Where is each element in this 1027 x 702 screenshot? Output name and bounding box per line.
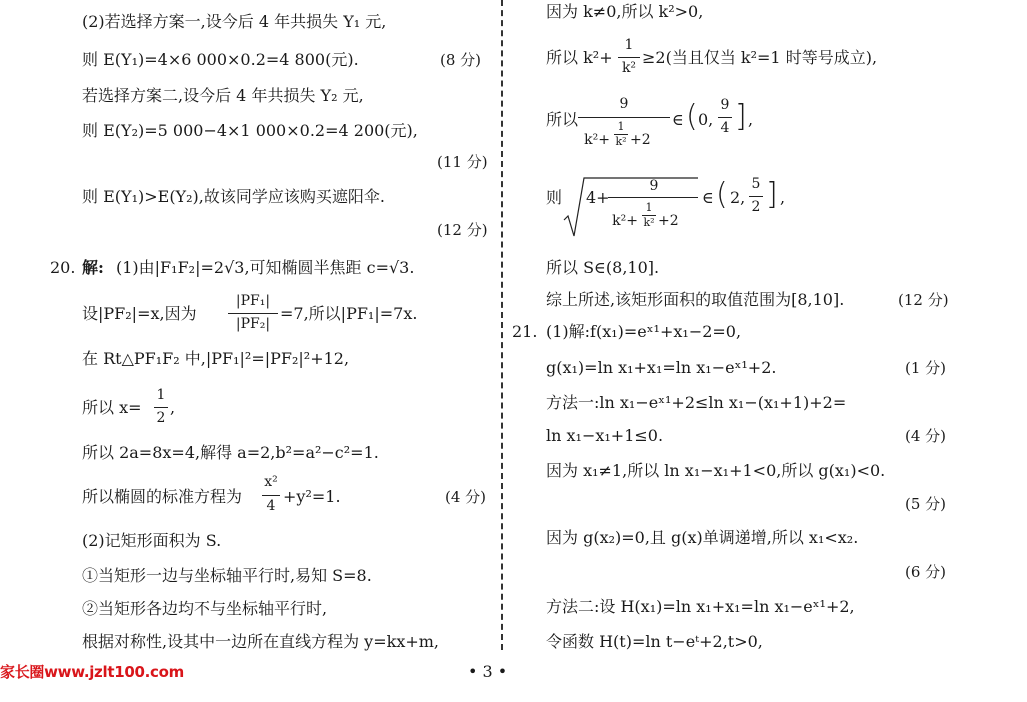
problem-20-line-2b: =7,所以|PF₁|=7x. [280,304,418,323]
right-bracket: ] [766,177,778,212]
problem-21-line-8: 令函数 H(t)=ln t−eᵗ+2,t>0, [546,632,763,651]
right-line-5: 所以 S∈(8,10]. [546,258,660,277]
score-11: (11 分) [437,153,488,171]
frac-bar [154,407,168,408]
left-paren: ( [686,99,698,134]
problem-20-line-6b: +y²=1. [283,487,341,506]
frac-bar [618,57,640,58]
left-line-2: 则 E(Y₁)=4×6 000×0.2=4 800(元). [82,50,359,69]
frac-4: 4 [720,120,730,136]
den-plus-2: +2 [658,213,679,229]
den-k2-plus: k²+ [584,132,610,148]
frac-bar [608,197,698,198]
score-4-left: (4 分) [445,488,487,506]
problem-20-line-2a: 设|PF₂|=x,因为 [82,304,197,323]
score-12-left: (12 分) [437,221,488,239]
frac-4: 4 [266,498,276,514]
frac-pf2: |PF₂| [235,316,271,332]
right-line-3a: 所以 [546,110,579,129]
page-number: • 3 • [468,662,508,681]
frac-k2: k² [621,60,637,76]
problem-21-line-4: ln x₁−x₁+1≤0. [546,426,664,445]
frac-9: 9 [649,178,659,194]
problem-20-line-8: ①当矩形一边与坐标轴平行时,易知 S=8. [82,566,372,585]
right-bracket: ] [735,99,747,134]
frac-1: 1 [624,37,634,53]
problem-20-line-10: 根据对称性,设其中一边所在直线方程为 y=kx+m, [82,632,440,651]
problem-20-number: 20. [50,258,76,277]
score-8: (8 分) [440,51,482,69]
problem-21-line-1: (1)解:f(x₁)=eˣ¹+x₁−2=0, [546,322,742,341]
problem-20-line-4b: , [170,398,176,417]
problem-21-line-6: 因为 g(x₂)=0,且 g(x)单调递增,所以 x₁<x₂. [546,528,859,547]
frac-9: 9 [720,97,730,113]
frac-x2: x² [264,474,278,490]
problem-21-line-5: 因为 x₁≠1,所以 ln x₁−x₁+1<0,所以 g(x₁)<0. [546,461,886,480]
column-divider [501,0,503,650]
frac-bar [718,117,732,118]
comma: , [748,110,754,129]
problem-20-line-7: (2)记矩形面积为 S. [82,531,222,550]
frac-5: 5 [751,176,761,192]
element-of: ∈ [672,110,684,129]
element-of: ∈ [702,188,714,207]
right-line-1: 因为 k≠0,所以 k²>0, [546,2,704,21]
comma: , [780,188,786,207]
score-6: (6 分) [905,563,947,581]
sqrt-four-plus: 4+ [586,188,610,207]
problem-20-line-9: ②当矩形各边均不与坐标轴平行时, [82,599,328,618]
den-plus-2: +2 [630,132,651,148]
small-1: 1 [617,120,625,133]
score-5: (5 分) [905,495,947,513]
right-line-2a: 所以 k²+ [546,48,613,67]
right-line-2b: ≥2(当且仅当 k²=1 时等号成立), [642,48,878,67]
right-line-6: 综上所述,该矩形面积的取值范围为[8,10]. [546,290,845,309]
score-1: (1 分) [905,359,947,377]
interval-2: 2, [730,188,746,207]
frac-half-den: 2 [156,410,166,426]
problem-20-line-1: (1)由|F₁F₂|=2√3,可知椭圆半焦距 c=√3. [116,258,415,277]
frac-bar [228,313,278,314]
frac-9: 9 [619,96,629,112]
problem-21-line-2: g(x₁)=ln x₁+x₁=ln x₁−eˣ¹+2. [546,358,777,377]
watermark-link[interactable]: 家长圈www.jzlt100.com [0,663,184,681]
frac-bar [578,117,670,118]
problem-20-line-5: 所以 2a=8x=4,解得 a=2,b²=a²−c²=1. [82,443,379,462]
den-k2-plus: k²+ [612,213,638,229]
frac-bar [262,495,280,496]
small-k2: k² [615,135,627,148]
left-line-1: (2)若选择方案一,设今后 4 年共损失 Y₁ 元, [82,12,387,31]
score-12-right: (12 分) [898,291,949,309]
left-line-4: 则 E(Y₂)=5 000−4×1 000×0.2=4 200(元), [82,121,418,140]
left-paren: ( [716,177,728,212]
problem-21-line-3: 方法一:ln x₁−eˣ¹+2≤ln x₁−(x₁+1)+2= [546,393,847,412]
problem-20-jie: 解: [82,258,104,277]
problem-21-number: 21. [512,322,538,341]
problem-20-line-4a: 所以 x= [82,398,142,417]
small-1: 1 [645,201,653,214]
problem-20-line-6a: 所以椭圆的标准方程为 [82,487,243,506]
small-k2: k² [643,216,655,229]
score-4-right: (4 分) [905,427,947,445]
problem-20-line-3: 在 Rt△PF₁F₂ 中,|PF₁|²=|PF₂|²+12, [82,349,350,368]
frac-bar [749,196,763,197]
right-line-4a: 则 [546,188,563,207]
frac-2: 2 [751,199,761,215]
left-line-5: 则 E(Y₁)>E(Y₂),故该同学应该购买遮阳伞. [82,187,385,206]
problem-21-line-7: 方法二:设 H(x₁)=ln x₁+x₁=ln x₁−eˣ¹+2, [546,597,855,616]
interval-0: 0, [698,110,714,129]
frac-half-num: 1 [156,387,166,403]
left-line-3: 若选择方案二,设今后 4 年共损失 Y₂ 元, [82,86,364,105]
frac-pf1: |PF₁| [235,293,271,309]
